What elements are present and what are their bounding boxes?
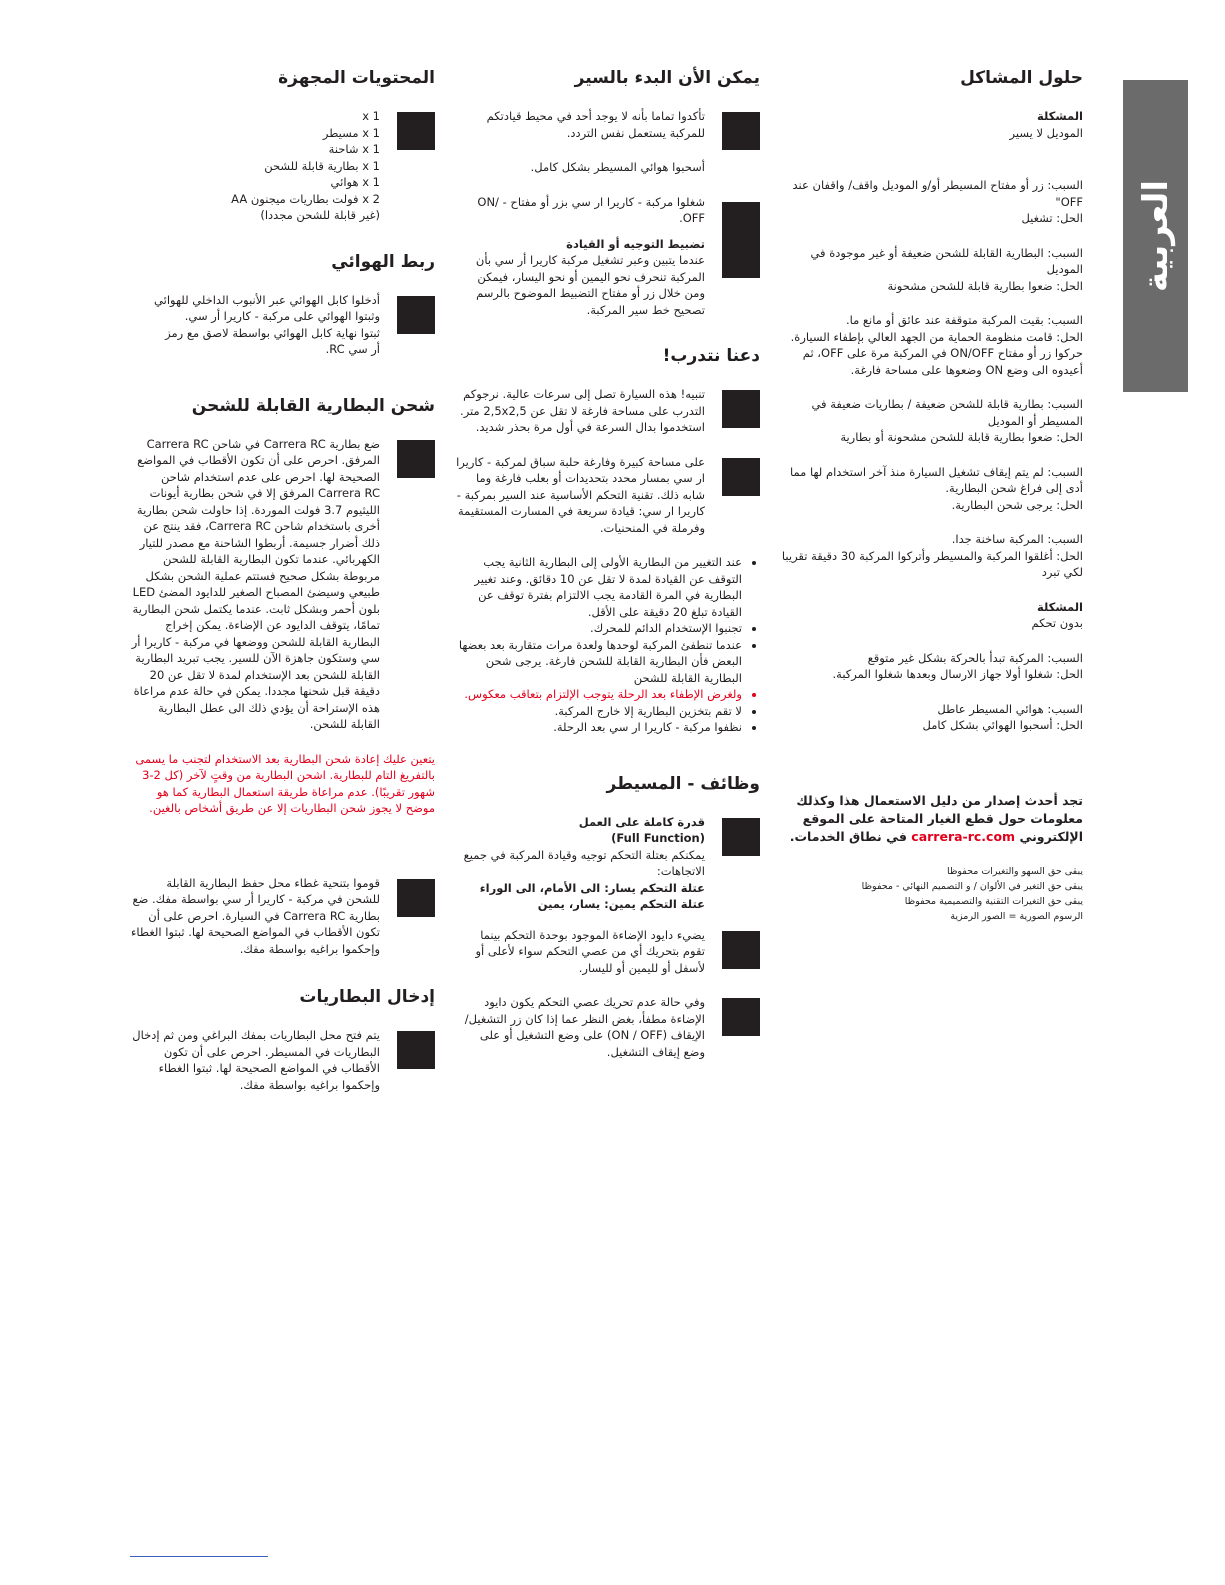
function-block-3 [455, 994, 760, 1060]
column-contents-battery [130, 66, 435, 1111]
problem-heading: المشكلة [1036, 599, 1083, 614]
step-square [397, 1031, 435, 1069]
steer-block [455, 236, 760, 319]
train-block-2 [455, 454, 760, 537]
idle-text: وفي حالة عدم تحريك عصي التحكم يكون دايود الإضاءة مطفأ، بغض النظر عما إذا كان زر التشغيل/ الإيقاف (ON / OFF) على وضع التشغيل أو على وضع إيقاف التشغيل. [464, 995, 705, 1059]
train-text-2: على مساحة كبيرة وفارغة حلبة سباق لمركبة - كاريرا ار سي بمسار محدد بتحديدات أو بعلب فارغة وما شابه ذلك. تقنية التحكم الأساسية عند السير بمركبة - كاريرا ار سي: قيادة سريعة في المسارت المستقيمة وفرملة في المنحنيات. [456, 454, 705, 535]
start-block-1 [455, 108, 760, 176]
antenna-line: ثبتوا نهاية كابل الهوائي بواسطة لاصق مع رمز [165, 325, 380, 340]
case [778, 312, 1083, 378]
info-tail: في نطاق الخدمات. [789, 828, 907, 844]
led-text: يضيء دايود الإضاءة الموجود بوحدة التحكم بينما تقوم بتحريك أي من عصي التحكم سواء لأعلى أو لأسفل أو لليمين أو لليسار. [475, 927, 705, 975]
charge-warning: يتعين عليك إعادة شحن البطارية بعد الاستخدام لتجنب ما يسمى بالتفريغ التام للبطارية. اشحن البطارية من وقتٍ لآخر (كل 2-3 شهور تقريبًا). عدم مراعاة طريقة استعمال البطارية كما هو موضح لا يجوز شحن البطاريات إلا عن طريق أشخاص بالغين. [135, 751, 435, 815]
tip-item: • نظفوا مركبة - كاريرا ار سي بعد الرحلة. [455, 719, 742, 736]
cover-block [130, 875, 435, 958]
problem-description: الموديل لا يسير [1009, 125, 1083, 140]
contents-item: 1 x بطارية قابلة للشحن [264, 158, 380, 173]
step-square [397, 879, 435, 917]
problem-description: بدون تحكم [1031, 616, 1083, 630]
functions-title: وظائف - المسيطر [606, 773, 760, 794]
charge-block [130, 436, 435, 733]
contents-title: المحتويات المجهزة [278, 68, 435, 88]
function-left-stick: عتلة التحكم يسار: الى الأمام، الى الوراء [479, 880, 705, 895]
tip-item-warning: • ولغرض الإطفاء بعد الرحلة يتوجب الإلتزام بتعاقب معكوس. [455, 686, 742, 703]
case-fix: الحل: ضعوا بطارية قابلة للشحن مشحونة أو بطارية [840, 430, 1083, 444]
case-cause: السبب: لم يتم إيقاف تشغيل السيارة منذ آخر استخدام لها مما أدى إلى فراغ شحن البطارية. [790, 464, 1083, 495]
case-fix: الحل: أسحبوا الهوائي بشكل كامل [922, 718, 1083, 732]
case [778, 464, 1083, 514]
step-square [722, 390, 760, 428]
case-cause: السبب: هوائي المسيطر عاطل [937, 701, 1083, 716]
antenna-line: أدخلوا كابل الهوائي عبر الأنبوب الداخلي للهوائي [154, 292, 380, 307]
step-square [722, 931, 760, 969]
antenna-line: وثبتوا الهوائي على مركبة - كاريرا أر سي. [184, 309, 380, 323]
insert-text: يتم فتح محل البطاريات بمفك البراغي ومن ثم إدخال البطاريات في المسيطر. احرص على أن تكون الأقطاب في المواضع الصحيحة لها. ثبتوا الغطاء وإحكموا براغيه بواسطة مفك. [132, 1028, 380, 1092]
problem-heading: المشكلة [1036, 109, 1083, 123]
troubleshooting-title: حلول المشاكل [960, 68, 1083, 88]
step-square [397, 296, 435, 334]
function-subheading: (Full Function) [611, 831, 705, 845]
case [778, 650, 1083, 683]
legal-line: الرسوم الصورية = الصور الرمزية [950, 910, 1083, 922]
case-cause: السبب: بطارية قابلة للشحن ضعيفة / بطاريات ضعيفة في المسيطر أو الموديل [811, 397, 1083, 428]
footer-divider [130, 1556, 268, 1557]
contents-block [130, 108, 435, 224]
contents-item: 1 x هوائي [330, 175, 380, 189]
step-square [722, 998, 760, 1036]
contents-item: 1 x شاحنة [328, 142, 380, 156]
column-troubleshooting [778, 66, 1083, 924]
case-cause: السبب: المركبة تبدأ بالحركة بشكل غير متوقع [867, 650, 1083, 665]
function-block-1 [455, 814, 760, 913]
function-right-stick: عتلة التحكم يمين: يسار، يمين [537, 897, 705, 911]
case [778, 177, 1083, 227]
case-fix: الحل: ضعوا بطارية قابلة للشحن مشحونة [887, 278, 1083, 293]
case [778, 396, 1083, 446]
column-start-functions [455, 66, 760, 1078]
step-square [722, 458, 760, 496]
case-cause: السبب: زر أو مفتاح المسيطر أو/و الموديل واقف/ واقفان عند OFF" [792, 178, 1083, 209]
case [778, 701, 1083, 734]
case-cause: السبب: بقيت المركبة متوقفة عند عائق أو مانع ما. [845, 313, 1083, 327]
step-square [722, 240, 760, 278]
step-square [397, 440, 435, 478]
case-fix: الحل: قامت منظومة الحماية من الجهد العالي بإطفاء السيارة. حركوا زر أو مفتاح ON/OFF في المركبة مرة على OFF، ثم أعيدوه الى وضع ON وضعوها على مساحة فارغة. [790, 329, 1083, 377]
tips-list [455, 554, 760, 736]
legal-line: يبقى حق التغيرات التقنية والتصميمية محفوظا [904, 895, 1083, 907]
contents-item: (غير قابلة للشحن مجددا) [260, 208, 380, 222]
start-text-1: تأكدوا تماما بأنه لا يوجد أحد في محيط قيادتكم للمركبة يستعمل نفس التردد. [486, 109, 705, 140]
info-text: تجد أحدث إصدار من دليل الاستعمال هذا وكذلك معلومات حول قطع الغيار المتاحة على الموقع الإلكتروني [796, 792, 1083, 844]
start-text-3: شغلوا مركبة - كاريرا ار سي بزر أو مفتاح - ON/ OFF. [477, 194, 705, 225]
function-block-2 [455, 927, 760, 977]
insert-title: إدخال البطاريات [299, 987, 435, 1007]
charge-text: ضع بطارية Carrera RC في شاحن Carrera RC المرفق. احرص على أن تكون الأقطاب في المواضع الصحيحة لها. احرص على عدم استخدام شاحن Carrera RC المرفق إلا في شحن بطارية أيونات الليثيوم 3.7 فولت الموردة. إذا حاولت شحن بطارية أخرى باستخدام شاحن Carrera RC، فقد ينتج عن ذلك أضرار جسيمة. أربطوا الشاحنة مع مصدر للتيار الكهربائي. عندما تكون البطارية القابلة للشحن مربوطة بشكل صحيح فستتم عملية الشحن بشكل طبيعي وسيضئ المصباح الصغير للدايود المضئ LED بلون أحمر وبشكل ثابت. عندما يكتمل شحن البطارية تمامًا، يتوقف الدايود عن الإضاءة. يمكن إخراج البطارية القابلة للشحن ووضعها في مركبة - كاريرا أر سي وستكون جاهزة الآن للسير. يجب تبريد البطارية القابلة للشحن بعد الإستخدام لمدة لا تقل عن 20 دقيقة قبل شحنها مجددا. يمكن في حالة عدم مراعاة هذه الإستراحة أن يؤدي ذلك الى عطل البطارية القابلة للشحن. [131, 436, 380, 731]
case-fix: الحل: شغلوا أولا جهاز الارسال وبعدها شغلوا المركبة. [832, 667, 1083, 681]
contents-item: 2 x فولت بطاريات ميجنون AA [231, 191, 380, 206]
language-label: العربية [1135, 179, 1176, 293]
tip-item: • تجنبوا الإستخدام الدائم للمحرك. [455, 620, 742, 637]
insert-block [130, 1027, 435, 1093]
case-fix: الحل: أغلقوا المركبة والمسيطر وأتركوا المركبة 30 دقيقة تقريبا لكي تبرد [781, 548, 1083, 579]
tip-item: • عند التغيير من البطارية الأولى إلى البطارية الثانية يجب التوقف عن القيادة لمدة لا تقل عن 10 دقائق. وعند تغيير البطارية في المرة القادمة يجب الالتزام بفترة توقف عن القيادة تبلغ 20 دقيقة على الأقل. [455, 554, 742, 620]
train-text-1: تنبيه! هذه السيارة تصل إلى سرعات عالية. نرجوكم التدرب على مساحة فارغة لا تقل عن 2,5x2,5 متر. استخدموا بدال السرعة في أول مرة بحذر شديد. [460, 387, 705, 434]
website-link[interactable]: carrera-rc.com [911, 828, 1016, 844]
charge-title: شحن البطارية القابلة للشحن [191, 395, 435, 416]
contents-item: 1 x مسيطر [322, 125, 380, 140]
case-cause: السبب: البطارية القابلة للشحن ضعيفة أو غير موجودة في الموديل [810, 245, 1083, 276]
antenna-title: ربط الهوائي [331, 251, 435, 272]
tip-item: • لا تقم بتخزين البطارية إلا خارج المركبة. [455, 703, 742, 720]
legal-notes [778, 864, 1083, 924]
legal-line: يبقى حق التغير في الألوان / و التصميم النهائي - محفوظا [861, 880, 1083, 892]
function-heading: قدرة كاملة على العمل [578, 814, 705, 829]
case-fix: الحل: يرجى شحن البطارية. [951, 497, 1083, 512]
antenna-block [130, 292, 435, 358]
steer-heading: تضبيط التوجيه أو القيادة [566, 236, 705, 251]
function-text: يمكنكم بعتلة التحكم توجيه وقيادة المركبة في جميع الاتجاهات: [463, 847, 705, 878]
case-cause: السبب: المركبة ساخنة جدا. [951, 532, 1083, 546]
language-side-tab [1123, 80, 1188, 392]
cover-text: قوموا بتنحية غطاء محل حفظ البطارية القابلة للشحن في مركبة - كاريرا أر سي بواسطة مفك. ضع بطارية Carrera RC في السيارة. احرص على أن تكون الأقطاب في المواضع الصحيحة لها. ثبتوا الغطاء وإحكموا براغيه بواسطة مفك. [131, 875, 380, 956]
start-text-2: أسحبوا هوائي المسيطر بشكل كامل. [530, 160, 705, 174]
steer-text: عندما يتبين وعبر تشغيل مركبة كاريرا أر سي بأن المركبة تنحرف نحو اليمين أو نحو اليسار، فيمكن ومن خلال زر أو مفتاح التضبيط الموضوح بالرسم تصحيح خط سير المركبة. [475, 253, 705, 317]
antenna-line: أر سي RC. [325, 342, 380, 356]
step-square [722, 818, 760, 856]
tip-item: • عندما تنطفئ المركبة لوحدها ولعدة مرات متقاربة بعد بعضها البعض فأن البطارية القابلة للشحن فارغة. يرجى شحن البطارية القابلة للشحن [455, 637, 742, 687]
start-title: يمكن الأن البدء بالسير [574, 68, 760, 88]
step-square [397, 112, 435, 150]
case-fix: الحل: تشغيل [1021, 211, 1083, 225]
step-square [722, 202, 760, 240]
case [778, 245, 1083, 295]
train-block-1 [455, 386, 760, 436]
train-title: دعنا نتدرب! [662, 346, 760, 366]
start-block-2 [455, 194, 760, 236]
legal-line: يبقى حق السهو والتغيرات محفوظا [946, 865, 1083, 877]
step-square [722, 112, 760, 150]
case [778, 531, 1083, 581]
contents-item: 1 x [362, 109, 380, 123]
info-paragraph [778, 792, 1083, 846]
